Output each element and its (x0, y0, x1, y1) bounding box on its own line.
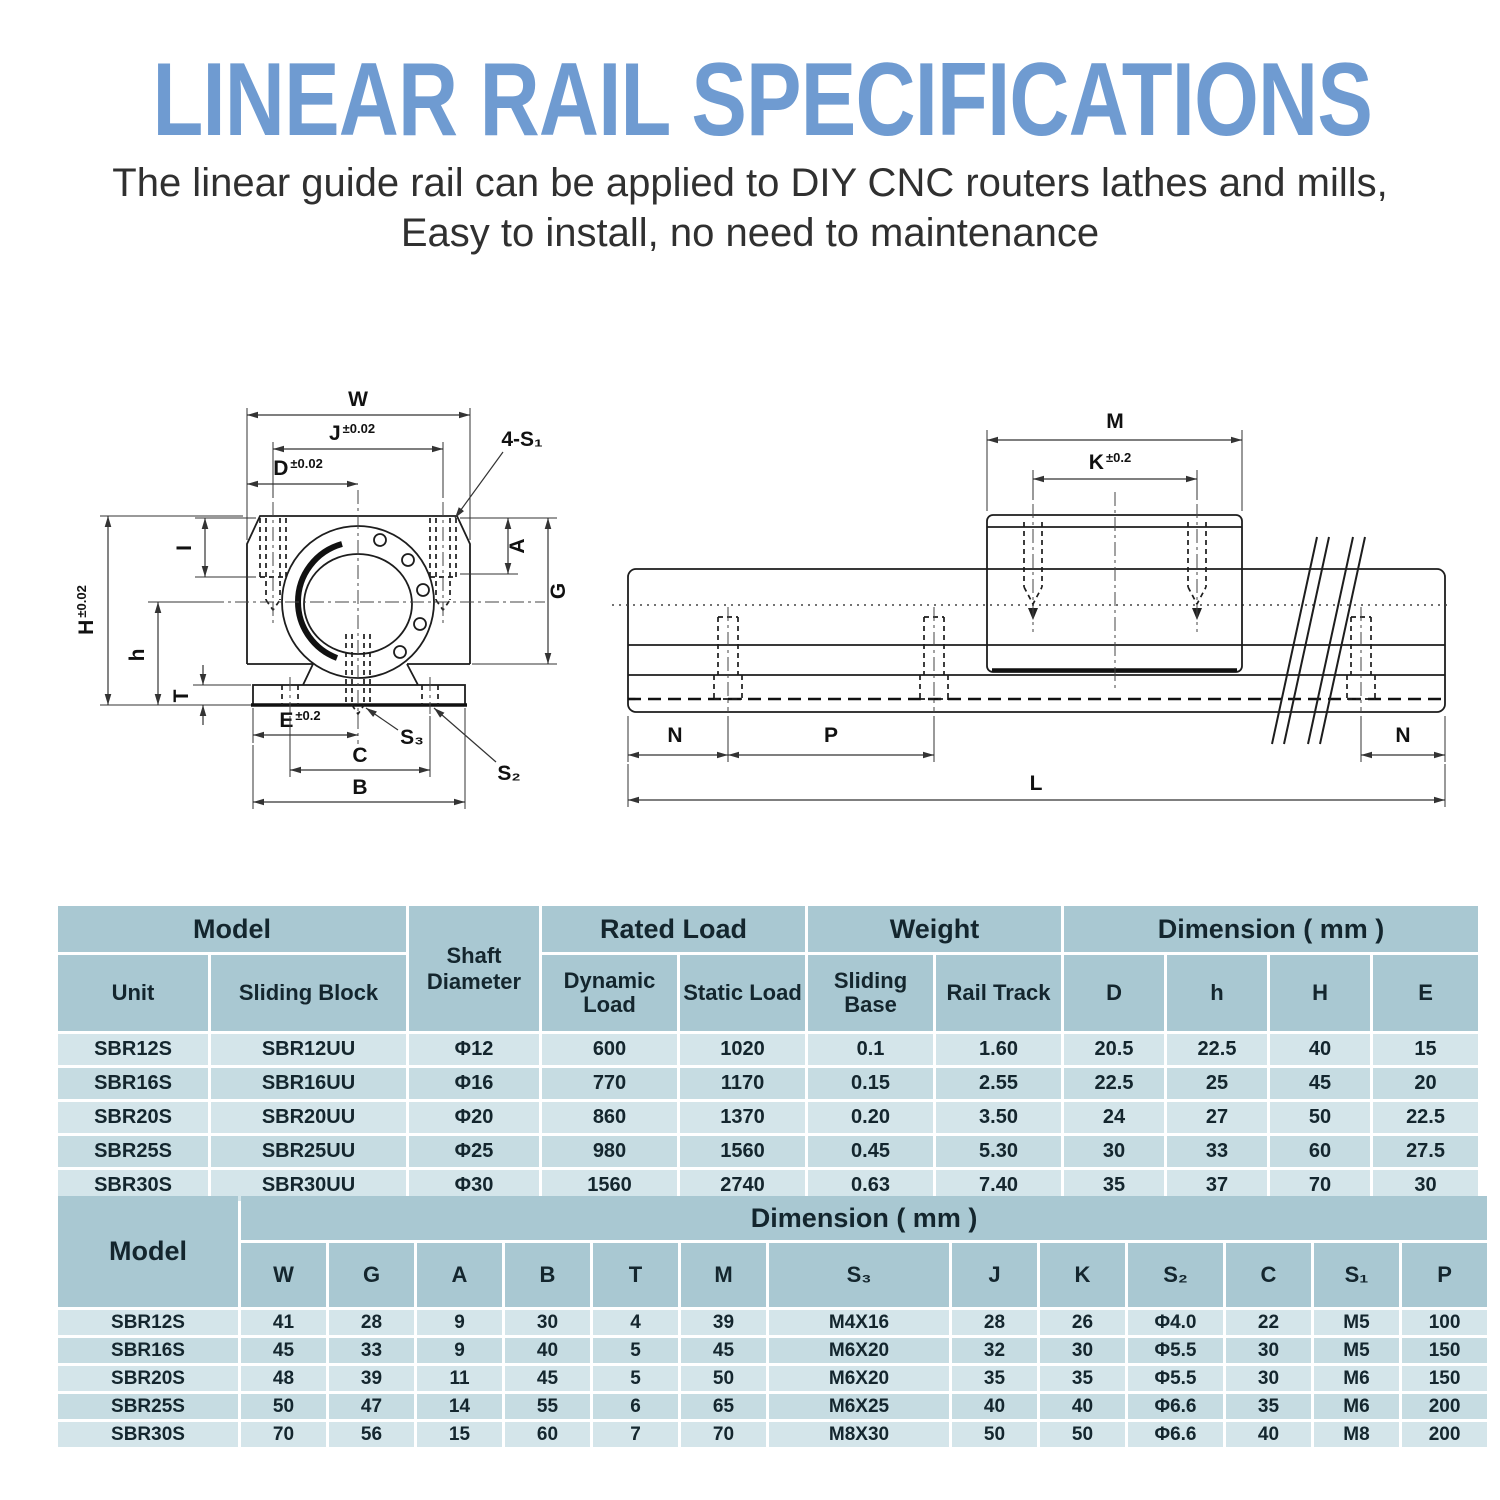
table-row (58, 1338, 1487, 1363)
cell-P: 100 (1402, 1310, 1487, 1335)
cell-M: 45 (681, 1338, 766, 1363)
cell-M: 50 (681, 1366, 766, 1391)
cell-C: 30 (1226, 1366, 1311, 1391)
svg-text:S₂: S₂ (497, 762, 521, 785)
cell-W: 41 (241, 1310, 326, 1335)
cell-S3: M6X20 (769, 1366, 949, 1391)
rail-mounting-holes (714, 607, 1375, 712)
cell-model: SBR30S (58, 1422, 238, 1447)
cell-sliding-base: 0.63 (808, 1170, 933, 1201)
cell-static: 1170 (680, 1068, 805, 1099)
col-header-C: C (1226, 1243, 1311, 1307)
svg-text:S₃: S₃ (400, 726, 424, 749)
svg-text:T: T (170, 689, 193, 703)
col-header-model: Model (58, 1196, 238, 1307)
dim-N-left (628, 716, 728, 762)
svg-text:K±0.2: K $^{\pm 0.2}$ (1088, 450, 1132, 474)
table-row (58, 1422, 1487, 1447)
cell-W: 45 (241, 1338, 326, 1363)
svg-text:h: h (126, 648, 149, 662)
svg-text:D±0.02: D $^{\pm 0.02}$ (273, 456, 323, 480)
cell-dynamic: 860 (542, 1102, 677, 1133)
cell-S3: M4X16 (769, 1310, 949, 1335)
cell-dynamic: 770 (542, 1068, 677, 1099)
col-header-h-cap: H (1270, 955, 1370, 1031)
cell-dynamic: 1560 (542, 1170, 677, 1201)
col-header-A: A (417, 1243, 502, 1307)
col-header-dynamic-load: Dynamic Load (542, 955, 677, 1031)
cell-M: 65 (681, 1394, 766, 1419)
callout-S2 (434, 708, 521, 785)
cell-rail-track: 2.55 (936, 1068, 1061, 1099)
svg-text:C: C (352, 744, 368, 767)
cell-static: 2740 (680, 1170, 805, 1201)
cell-A: 9 (417, 1310, 502, 1335)
cell-A: 14 (417, 1394, 502, 1419)
cell-S3: M8X30 (769, 1422, 949, 1447)
svg-text:L: L (1029, 772, 1043, 795)
cell-model: SBR25S (58, 1394, 238, 1419)
col-header-K: K (1040, 1243, 1125, 1307)
sliding-block-side (987, 492, 1242, 692)
dim-N-right (1361, 716, 1445, 762)
cell-K: 50 (1040, 1422, 1125, 1447)
cell-e: 15 (1373, 1034, 1478, 1065)
cell-model: SBR20S (58, 1366, 238, 1391)
cell-T: 5 (593, 1366, 678, 1391)
sub-header-row (58, 1243, 1487, 1307)
col-header-e: E (1373, 955, 1478, 1031)
callout-S3 (366, 708, 424, 749)
subtitle-line-1: The linear guide rail can be applied to DIY CNC routers lathes and mills, (112, 161, 1388, 205)
dimension-spec-table (55, 1193, 1490, 1450)
cell-C: 35 (1226, 1394, 1311, 1419)
cell-shaft: Φ12 (409, 1034, 539, 1065)
svg-text:M: M (1106, 410, 1124, 433)
col-header-sliding-base: Sliding Base (808, 955, 933, 1031)
svg-text:4-S₁: 4-S₁ (501, 428, 543, 451)
cell-S3: M6X25 (769, 1394, 949, 1419)
dim-I (173, 518, 256, 577)
dim-E (253, 708, 358, 743)
cell-H: 60 (1270, 1136, 1370, 1167)
cell-J: 40 (952, 1394, 1037, 1419)
cell-unit: SBR25S (58, 1136, 208, 1167)
col-header-T: T (593, 1243, 678, 1307)
cell-A: 15 (417, 1422, 502, 1447)
cell-H: 40 (1270, 1034, 1370, 1065)
cell-B: 55 (505, 1394, 590, 1419)
cell-J: 28 (952, 1310, 1037, 1335)
col-header-S3: S₃ (769, 1243, 949, 1307)
col-header-P: P (1402, 1243, 1487, 1307)
col-header-B: B (505, 1243, 590, 1307)
cell-rail-track: 1.60 (936, 1034, 1061, 1065)
break-lines (1272, 537, 1365, 744)
col-header-J: J (952, 1243, 1037, 1307)
sliding-block-cross-section-diagram (60, 372, 580, 842)
cell-rail-track: 7.40 (936, 1170, 1061, 1201)
cell-model: SBR12S (58, 1310, 238, 1335)
col-header-model: Model (58, 906, 406, 952)
cell-sliding-block: SBR12UU (211, 1034, 406, 1065)
dim-P (728, 716, 934, 762)
cell-K: 40 (1040, 1394, 1125, 1419)
cell-A: 9 (417, 1338, 502, 1363)
cell-rail-track: 3.50 (936, 1102, 1061, 1133)
cell-J: 32 (952, 1338, 1037, 1363)
cell-P: 200 (1402, 1422, 1487, 1447)
group-header-row (58, 906, 1478, 952)
rail-outline (612, 569, 1448, 712)
cell-J: 35 (952, 1366, 1037, 1391)
cell-T: 6 (593, 1394, 678, 1419)
col-header-W: W (241, 1243, 326, 1307)
cell-S1: M8 (1314, 1422, 1399, 1447)
svg-text:N: N (667, 724, 683, 747)
col-header-M: M (681, 1243, 766, 1307)
cell-H: 70 (1270, 1170, 1370, 1201)
cell-sliding-base: 0.20 (808, 1102, 933, 1133)
cell-G: 47 (329, 1394, 414, 1419)
table-row (58, 1034, 1478, 1065)
cell-sliding-base: 0.15 (808, 1068, 933, 1099)
cell-W: 48 (241, 1366, 326, 1391)
cell-sliding-block: SBR25UU (211, 1136, 406, 1167)
cell-S2: Φ4.0 (1128, 1310, 1223, 1335)
cell-B: 45 (505, 1366, 590, 1391)
cell-P: 200 (1402, 1394, 1487, 1419)
cell-S2: Φ5.5 (1128, 1338, 1223, 1363)
cell-G: 33 (329, 1338, 414, 1363)
cell-K: 35 (1040, 1366, 1125, 1391)
cell-shaft: Φ25 (409, 1136, 539, 1167)
cell-e: 30 (1373, 1170, 1478, 1201)
svg-text:P: P (823, 724, 839, 747)
callout-4-S1 (455, 428, 543, 518)
col-header-rail-track: Rail Track (936, 955, 1061, 1031)
svg-text:W: W (348, 388, 368, 411)
cell-P: 150 (1402, 1338, 1487, 1363)
cell-sliding-base: 0.45 (808, 1136, 933, 1167)
cell-d: 20.5 (1064, 1034, 1164, 1065)
cell-M: 70 (681, 1422, 766, 1447)
svg-text:I: I (173, 545, 196, 551)
cell-dynamic: 600 (542, 1034, 677, 1065)
cell-G: 56 (329, 1422, 414, 1447)
svg-text:J±0.02: J $^{\pm 0.02}$ (328, 421, 376, 445)
cell-S1: M6 (1314, 1394, 1399, 1419)
cell-S2: Φ6.6 (1128, 1422, 1223, 1447)
svg-text:H±0.02: $H^{\pm 0.02}$ (74, 585, 98, 635)
table-row (58, 1102, 1478, 1133)
cell-S1: M5 (1314, 1338, 1399, 1363)
table-row (58, 1136, 1478, 1167)
cell-S2: Φ6.6 (1128, 1394, 1223, 1419)
cell-e: 20 (1373, 1068, 1478, 1099)
svg-text:B: B (352, 776, 368, 799)
subtitle-line-2: Easy to install, no need to maintenance (400, 211, 1100, 255)
cell-h: 22.5 (1167, 1034, 1267, 1065)
cell-G: 28 (329, 1310, 414, 1335)
col-header-static-load: Static Load (680, 955, 805, 1031)
load-spec-table (55, 903, 1481, 1204)
cell-T: 7 (593, 1422, 678, 1447)
col-header-S1: S₁ (1314, 1243, 1399, 1307)
cell-T: 5 (593, 1338, 678, 1363)
cell-C: 22 (1226, 1310, 1311, 1335)
col-header-unit: Unit (58, 955, 208, 1031)
cell-e: 27.5 (1373, 1136, 1478, 1167)
cell-d: 22.5 (1064, 1068, 1164, 1099)
cell-W: 50 (241, 1394, 326, 1419)
col-header-dimension: Dimension ( mm ) (1064, 906, 1478, 952)
cell-S3: M6X20 (769, 1338, 949, 1363)
cell-sliding-block: SBR16UU (211, 1068, 406, 1099)
cell-S2: Φ5.5 (1128, 1366, 1223, 1391)
dim-H (74, 516, 249, 705)
cell-J: 50 (952, 1422, 1037, 1447)
cell-H: 50 (1270, 1102, 1370, 1133)
cell-model: SBR16S (58, 1338, 238, 1363)
cell-B: 40 (505, 1338, 590, 1363)
cell-dynamic: 980 (542, 1136, 677, 1167)
dim-h (126, 602, 210, 705)
hero-section (0, 42, 1500, 258)
cell-h: 27 (1167, 1102, 1267, 1133)
cell-M: 39 (681, 1310, 766, 1335)
cell-shaft: Φ20 (409, 1102, 539, 1133)
cell-K: 26 (1040, 1310, 1125, 1335)
cell-C: 40 (1226, 1422, 1311, 1447)
cell-d: 24 (1064, 1102, 1164, 1133)
col-header-S2: S₂ (1128, 1243, 1223, 1307)
cell-shaft: Φ30 (409, 1170, 539, 1201)
cell-S1: M6 (1314, 1366, 1399, 1391)
group-header-row (58, 1196, 1487, 1240)
cell-W: 70 (241, 1422, 326, 1447)
cell-S1: M5 (1314, 1310, 1399, 1335)
table-row (58, 1366, 1487, 1391)
cell-K: 30 (1040, 1338, 1125, 1363)
col-header-G: G (329, 1243, 414, 1307)
cell-h: 33 (1167, 1136, 1267, 1167)
col-header-weight: Weight (808, 906, 1061, 952)
cell-unit: SBR12S (58, 1034, 208, 1065)
cell-e: 22.5 (1373, 1102, 1478, 1133)
cell-unit: SBR30S (58, 1170, 208, 1201)
dim-D (247, 456, 358, 512)
col-header-dimension: Dimension ( mm ) (241, 1196, 1487, 1240)
cell-unit: SBR16S (58, 1068, 208, 1099)
page-title: LINEAR RAIL SPECIFICATIONS (152, 42, 1373, 158)
cell-G: 39 (329, 1366, 414, 1391)
cell-d: 35 (1064, 1170, 1164, 1201)
col-header-rated-load: Rated Load (542, 906, 805, 952)
cell-sliding-base: 0.1 (808, 1034, 933, 1065)
cell-sliding-block: SBR20UU (211, 1102, 406, 1133)
cell-unit: SBR20S (58, 1102, 208, 1133)
dim-L (628, 764, 1445, 807)
cell-h: 37 (1167, 1170, 1267, 1201)
cell-h: 25 (1167, 1068, 1267, 1099)
col-header-sliding-block: Sliding Block (211, 955, 406, 1031)
cell-C: 30 (1226, 1338, 1311, 1363)
cell-H: 45 (1270, 1068, 1370, 1099)
cell-B: 30 (505, 1310, 590, 1335)
cell-static: 1020 (680, 1034, 805, 1065)
table-row (58, 1394, 1487, 1419)
dim-T (170, 665, 251, 725)
cell-rail-track: 5.30 (936, 1136, 1061, 1167)
cell-T: 4 (593, 1310, 678, 1335)
cell-d: 30 (1064, 1136, 1164, 1167)
col-header-h-small: h (1167, 955, 1267, 1031)
cell-static: 1370 (680, 1102, 805, 1133)
svg-text:N: N (1395, 724, 1411, 747)
cell-B: 60 (505, 1422, 590, 1447)
rail-side-view-diagram (600, 392, 1450, 847)
cell-shaft: Φ16 (409, 1068, 539, 1099)
cell-A: 11 (417, 1366, 502, 1391)
col-header-shaft-diameter: Shaft Diameter (409, 906, 539, 1031)
svg-text:E±0.2: E $^{\pm 0.2}$ (279, 708, 321, 732)
table-row (58, 1068, 1478, 1099)
col-header-d: D (1064, 955, 1164, 1031)
cell-P: 150 (1402, 1366, 1487, 1391)
sub-header-row (58, 955, 1478, 1031)
table-row (58, 1310, 1487, 1335)
cell-static: 1560 (680, 1136, 805, 1167)
svg-text:A: A (506, 538, 529, 554)
svg-text:G: G (547, 582, 570, 600)
cell-sliding-block: SBR30UU (211, 1170, 406, 1201)
